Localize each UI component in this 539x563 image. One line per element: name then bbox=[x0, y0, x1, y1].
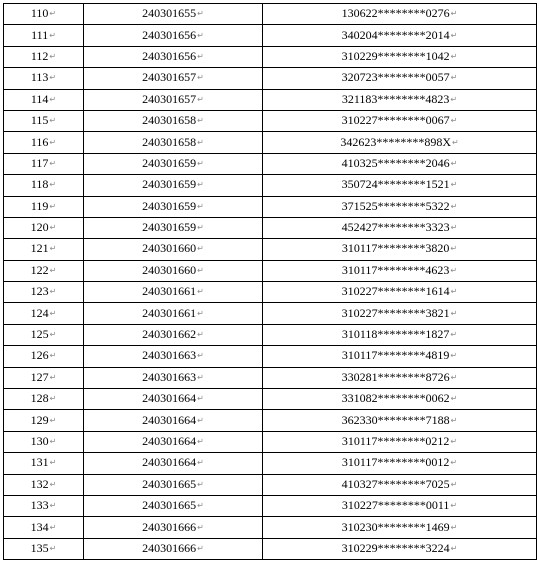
paragraph-mark-icon: ↵ bbox=[450, 94, 458, 104]
id-card-text: 331082********0062 bbox=[341, 391, 450, 406]
record-id-text: 240301657 bbox=[142, 70, 197, 85]
id-card-cell bbox=[263, 132, 537, 153]
table-row bbox=[4, 68, 537, 89]
record-id-text: 240301666 bbox=[142, 519, 197, 534]
row-number-cell bbox=[4, 453, 84, 474]
row-number-text: 110 bbox=[30, 6, 49, 21]
id-card-cell bbox=[263, 4, 537, 25]
row-number-text: 123 bbox=[30, 284, 49, 299]
paragraph-mark-icon: ↵ bbox=[450, 543, 458, 553]
id-card-cell bbox=[263, 453, 537, 474]
paragraph-mark-icon: ↵ bbox=[49, 415, 57, 425]
table-row bbox=[4, 431, 537, 452]
row-number-text: 129 bbox=[30, 412, 49, 427]
paragraph-mark-icon: ↵ bbox=[451, 137, 459, 147]
paragraph-mark-icon: ↵ bbox=[450, 501, 458, 511]
record-id-cell bbox=[84, 110, 263, 131]
paragraph-mark-icon: ↵ bbox=[49, 543, 57, 553]
row-number-cell bbox=[4, 303, 84, 324]
row-number-cell bbox=[4, 495, 84, 516]
table-row bbox=[4, 410, 537, 431]
table-row bbox=[4, 260, 537, 281]
table-row bbox=[4, 239, 537, 260]
record-id-text: 240301658 bbox=[142, 113, 197, 128]
row-number-cell bbox=[4, 410, 84, 431]
paragraph-mark-icon: ↵ bbox=[450, 158, 458, 168]
paragraph-mark-icon: ↵ bbox=[450, 308, 458, 318]
id-card-text: 410325********2046 bbox=[341, 155, 450, 170]
row-number-cell bbox=[4, 389, 84, 410]
table-row bbox=[4, 153, 537, 174]
id-card-text: 310227********1614 bbox=[341, 284, 450, 299]
row-number-cell bbox=[4, 46, 84, 67]
paragraph-mark-icon: ↵ bbox=[450, 180, 458, 190]
table-row bbox=[4, 282, 537, 303]
id-card-text: 310118********1827 bbox=[341, 327, 450, 342]
paragraph-mark-icon: ↵ bbox=[450, 73, 458, 83]
paragraph-mark-icon: ↵ bbox=[197, 308, 204, 318]
record-id-text: 240301662 bbox=[142, 327, 197, 342]
paragraph-mark-icon: ↵ bbox=[49, 137, 57, 147]
record-id-text: 240301664 bbox=[142, 391, 197, 406]
paragraph-mark-icon: ↵ bbox=[49, 30, 56, 40]
paragraph-mark-icon: ↵ bbox=[197, 51, 204, 61]
paragraph-mark-icon: ↵ bbox=[49, 351, 57, 361]
record-id-text: 240301657 bbox=[142, 91, 197, 106]
paragraph-mark-icon: ↵ bbox=[450, 116, 458, 126]
paragraph-mark-icon: ↵ bbox=[450, 9, 458, 19]
row-number-text: 111 bbox=[31, 27, 49, 42]
paragraph-mark-icon: ↵ bbox=[49, 330, 57, 340]
paragraph-mark-icon: ↵ bbox=[49, 265, 57, 275]
record-id-cell bbox=[84, 175, 263, 196]
record-id-text: 240301665 bbox=[142, 498, 197, 513]
row-number-text: 116 bbox=[30, 134, 49, 149]
record-table bbox=[3, 3, 537, 560]
record-id-text: 240301664 bbox=[142, 455, 197, 470]
record-id-text: 240301661 bbox=[142, 305, 197, 320]
id-card-cell bbox=[263, 538, 537, 559]
id-card-cell bbox=[263, 217, 537, 238]
record-id-cell bbox=[84, 538, 263, 559]
id-card-text: 340204********2014 bbox=[341, 27, 450, 42]
paragraph-mark-icon: ↵ bbox=[49, 458, 57, 468]
row-number-cell bbox=[4, 4, 84, 25]
id-card-text: 310117********0012 bbox=[341, 455, 450, 470]
paragraph-mark-icon: ↵ bbox=[450, 201, 458, 211]
paragraph-mark-icon: ↵ bbox=[450, 223, 458, 233]
paragraph-mark-icon: ↵ bbox=[197, 394, 204, 404]
id-card-cell bbox=[263, 110, 537, 131]
paragraph-mark-icon: ↵ bbox=[450, 394, 458, 404]
row-number-cell bbox=[4, 346, 84, 367]
id-card-text: 410327********7025 bbox=[341, 476, 450, 491]
row-number-text: 117 bbox=[30, 155, 49, 170]
record-id-text: 240301659 bbox=[142, 177, 197, 192]
id-card-text: 310229********1042 bbox=[341, 48, 450, 63]
paragraph-mark-icon: ↵ bbox=[197, 501, 204, 511]
record-id-cell bbox=[84, 431, 263, 452]
table-row bbox=[4, 517, 537, 538]
paragraph-mark-icon: ↵ bbox=[49, 116, 57, 126]
record-id-cell bbox=[84, 239, 263, 260]
table-row bbox=[4, 4, 537, 25]
row-number-cell bbox=[4, 175, 84, 196]
table-row bbox=[4, 25, 537, 46]
table-row bbox=[4, 346, 537, 367]
row-number-cell bbox=[4, 431, 84, 452]
row-number-text: 131 bbox=[30, 455, 49, 470]
paragraph-mark-icon: ↵ bbox=[197, 351, 204, 361]
id-card-text: 330281********8726 bbox=[341, 369, 450, 384]
row-number-text: 128 bbox=[30, 391, 49, 406]
id-card-text: 310227********0067 bbox=[341, 113, 450, 128]
row-number-text: 126 bbox=[30, 348, 49, 363]
paragraph-mark-icon: ↵ bbox=[197, 372, 204, 382]
table-body bbox=[4, 4, 537, 560]
paragraph-mark-icon: ↵ bbox=[450, 30, 458, 40]
id-card-text: 310117********0212 bbox=[341, 434, 450, 448]
id-card-cell bbox=[263, 474, 537, 495]
table-row bbox=[4, 132, 537, 153]
row-number-cell bbox=[4, 132, 84, 153]
paragraph-mark-icon: ↵ bbox=[197, 330, 204, 340]
paragraph-mark-icon: ↵ bbox=[450, 522, 458, 532]
record-id-text: 240301659 bbox=[142, 155, 197, 170]
record-id-cell bbox=[84, 324, 263, 345]
paragraph-mark-icon: ↵ bbox=[49, 501, 57, 511]
paragraph-mark-icon: ↵ bbox=[49, 9, 57, 19]
row-number-cell bbox=[4, 282, 84, 303]
id-card-text: 310117********3820 bbox=[341, 241, 450, 256]
paragraph-mark-icon: ↵ bbox=[49, 51, 57, 61]
record-id-cell bbox=[84, 517, 263, 538]
record-id-cell bbox=[84, 389, 263, 410]
record-id-text: 240301661 bbox=[142, 284, 197, 299]
row-number-text: 130 bbox=[30, 434, 49, 448]
id-card-cell bbox=[263, 410, 537, 431]
id-card-text: 310227********3821 bbox=[341, 305, 450, 320]
row-number-cell bbox=[4, 538, 84, 559]
table-row bbox=[4, 196, 537, 217]
paragraph-mark-icon: ↵ bbox=[49, 201, 57, 211]
record-id-cell bbox=[84, 410, 263, 431]
row-number-cell bbox=[4, 474, 84, 495]
row-number-text: 114 bbox=[30, 91, 49, 106]
record-id-text: 240301660 bbox=[142, 241, 197, 256]
id-card-text: 130622********0276 bbox=[341, 6, 450, 21]
paragraph-mark-icon: ↵ bbox=[450, 479, 458, 489]
paragraph-mark-icon: ↵ bbox=[49, 308, 57, 318]
paragraph-mark-icon: ↵ bbox=[49, 94, 57, 104]
paragraph-mark-icon: ↵ bbox=[197, 94, 204, 104]
row-number-text: 127 bbox=[30, 369, 49, 384]
paragraph-mark-icon: ↵ bbox=[450, 244, 458, 254]
id-card-cell bbox=[263, 324, 537, 345]
paragraph-mark-icon: ↵ bbox=[49, 522, 57, 532]
record-id-cell bbox=[84, 346, 263, 367]
paragraph-mark-icon: ↵ bbox=[450, 330, 458, 340]
id-card-text: 320723********0057 bbox=[341, 70, 450, 85]
record-id-text: 240301663 bbox=[142, 369, 197, 384]
id-card-cell bbox=[263, 303, 537, 324]
paragraph-mark-icon: ↵ bbox=[450, 458, 458, 468]
record-id-text: 240301664 bbox=[142, 434, 197, 448]
record-id-cell bbox=[84, 260, 263, 281]
id-card-text: 310117********4623 bbox=[341, 262, 450, 277]
record-id-text: 240301659 bbox=[142, 198, 197, 213]
row-number-text: 113 bbox=[30, 70, 49, 85]
row-number-text: 120 bbox=[30, 220, 49, 235]
table-row bbox=[4, 538, 537, 559]
paragraph-mark-icon: ↵ bbox=[197, 265, 204, 275]
id-card-text: 310227********0011 bbox=[341, 498, 450, 513]
id-card-cell bbox=[263, 153, 537, 174]
row-number-cell bbox=[4, 25, 84, 46]
row-number-cell bbox=[4, 260, 84, 281]
row-number-cell bbox=[4, 89, 84, 110]
paragraph-mark-icon: ↵ bbox=[450, 351, 458, 361]
id-card-text: 362330********7188 bbox=[341, 412, 450, 427]
record-id-text: 240301655 bbox=[142, 6, 197, 21]
id-card-cell bbox=[263, 389, 537, 410]
paragraph-mark-icon: ↵ bbox=[450, 415, 458, 425]
record-id-cell bbox=[84, 196, 263, 217]
record-id-text: 240301665 bbox=[142, 476, 197, 491]
record-id-cell bbox=[84, 495, 263, 516]
row-number-cell bbox=[4, 153, 84, 174]
paragraph-mark-icon: ↵ bbox=[49, 437, 57, 446]
id-card-cell bbox=[263, 431, 537, 452]
id-card-cell bbox=[263, 175, 537, 196]
row-number-cell bbox=[4, 217, 84, 238]
table-row bbox=[4, 474, 537, 495]
row-number-cell bbox=[4, 239, 84, 260]
paragraph-mark-icon: ↵ bbox=[49, 158, 57, 168]
paragraph-mark-icon: ↵ bbox=[197, 437, 204, 446]
id-card-text: 350724********1521 bbox=[341, 177, 450, 192]
row-number-text: 121 bbox=[30, 241, 49, 256]
paragraph-mark-icon: ↵ bbox=[197, 30, 204, 40]
record-id-cell bbox=[84, 46, 263, 67]
paragraph-mark-icon: ↵ bbox=[197, 479, 204, 489]
paragraph-mark-icon: ↵ bbox=[197, 244, 204, 254]
paragraph-mark-icon: ↵ bbox=[197, 201, 204, 211]
paragraph-mark-icon: ↵ bbox=[197, 415, 204, 425]
id-card-cell bbox=[263, 25, 537, 46]
row-number-text: 125 bbox=[30, 327, 49, 342]
row-number-cell bbox=[4, 196, 84, 217]
record-id-text: 240301663 bbox=[142, 348, 197, 363]
paragraph-mark-icon: ↵ bbox=[197, 287, 204, 297]
record-id-cell bbox=[84, 303, 263, 324]
paragraph-mark-icon: ↵ bbox=[197, 543, 204, 553]
id-card-cell bbox=[263, 367, 537, 388]
id-card-cell bbox=[263, 196, 537, 217]
record-id-cell bbox=[84, 132, 263, 153]
table-row bbox=[4, 453, 537, 474]
id-card-text: 452427********3323 bbox=[341, 220, 450, 235]
record-id-cell bbox=[84, 25, 263, 46]
row-number-cell bbox=[4, 68, 84, 89]
id-card-cell bbox=[263, 68, 537, 89]
id-card-cell bbox=[263, 495, 537, 516]
record-id-cell bbox=[84, 474, 263, 495]
paragraph-mark-icon: ↵ bbox=[49, 394, 57, 404]
paragraph-mark-icon: ↵ bbox=[197, 158, 204, 168]
table-row bbox=[4, 89, 537, 110]
table-row bbox=[4, 324, 537, 345]
paragraph-mark-icon: ↵ bbox=[197, 522, 204, 532]
paragraph-mark-icon: ↵ bbox=[197, 9, 204, 19]
id-card-cell bbox=[263, 517, 537, 538]
id-card-text: 371525********5322 bbox=[341, 198, 450, 213]
paragraph-mark-icon: ↵ bbox=[49, 372, 57, 382]
record-id-text: 240301664 bbox=[142, 412, 197, 427]
table-row bbox=[4, 389, 537, 410]
table-row bbox=[4, 175, 537, 196]
table-row bbox=[4, 46, 537, 67]
row-number-cell bbox=[4, 324, 84, 345]
row-number-text: 132 bbox=[30, 476, 49, 491]
table-row bbox=[4, 110, 537, 131]
id-card-cell bbox=[263, 282, 537, 303]
row-number-cell bbox=[4, 110, 84, 131]
table-row bbox=[4, 495, 537, 516]
row-number-text: 133 bbox=[30, 498, 49, 513]
record-id-cell bbox=[84, 89, 263, 110]
row-number-cell bbox=[4, 517, 84, 538]
row-number-text: 115 bbox=[30, 113, 49, 128]
id-card-cell bbox=[263, 260, 537, 281]
paragraph-mark-icon: ↵ bbox=[450, 372, 458, 382]
paragraph-mark-icon: ↵ bbox=[49, 73, 57, 83]
table-row bbox=[4, 303, 537, 324]
id-card-text: 310117********4819 bbox=[341, 348, 450, 363]
row-number-text: 119 bbox=[30, 198, 49, 213]
row-number-text: 112 bbox=[30, 48, 49, 63]
paragraph-mark-icon: ↵ bbox=[49, 287, 57, 297]
row-number-text: 134 bbox=[30, 519, 49, 534]
row-number-text: 118 bbox=[30, 177, 49, 192]
record-id-cell bbox=[84, 217, 263, 238]
record-id-cell bbox=[84, 4, 263, 25]
id-card-text: 342623********898X bbox=[340, 134, 451, 149]
row-number-text: 122 bbox=[30, 262, 49, 277]
id-card-cell bbox=[263, 239, 537, 260]
record-id-text: 240301659 bbox=[142, 220, 197, 235]
paragraph-mark-icon: ↵ bbox=[197, 73, 204, 83]
paragraph-mark-icon: ↵ bbox=[197, 180, 204, 190]
record-id-cell bbox=[84, 367, 263, 388]
paragraph-mark-icon: ↵ bbox=[450, 265, 458, 275]
row-number-text: 135 bbox=[30, 540, 49, 555]
id-card-text: 310229********3224 bbox=[341, 540, 450, 555]
record-id-text: 240301656 bbox=[142, 48, 197, 63]
record-id-text: 240301658 bbox=[142, 134, 197, 149]
record-id-cell bbox=[84, 282, 263, 303]
table-row bbox=[4, 367, 537, 388]
id-card-text: 321183********4823 bbox=[341, 91, 450, 106]
id-card-cell bbox=[263, 89, 537, 110]
paragraph-mark-icon: ↵ bbox=[49, 244, 57, 254]
record-id-text: 240301666 bbox=[142, 540, 197, 555]
paragraph-mark-icon: ↵ bbox=[450, 287, 458, 297]
id-card-cell bbox=[263, 46, 537, 67]
record-id-cell bbox=[84, 68, 263, 89]
row-number-cell bbox=[4, 367, 84, 388]
id-card-cell bbox=[263, 346, 537, 367]
record-id-text: 240301656 bbox=[142, 27, 197, 42]
table-row bbox=[4, 217, 537, 238]
paragraph-mark-icon: ↵ bbox=[49, 479, 57, 489]
record-id-cell bbox=[84, 153, 263, 174]
row-number-text: 124 bbox=[30, 305, 49, 320]
record-id-text: 240301660 bbox=[142, 262, 197, 277]
id-card-text: 310230********1469 bbox=[341, 519, 450, 534]
paragraph-mark-icon: ↵ bbox=[450, 51, 458, 61]
paragraph-mark-icon: ↵ bbox=[197, 137, 204, 147]
paragraph-mark-icon: ↵ bbox=[197, 116, 204, 126]
paragraph-mark-icon: ↵ bbox=[450, 437, 458, 446]
record-id-cell bbox=[84, 453, 263, 474]
paragraph-mark-icon: ↵ bbox=[197, 223, 204, 233]
paragraph-mark-icon: ↵ bbox=[49, 180, 57, 190]
paragraph-mark-icon: ↵ bbox=[49, 223, 57, 233]
paragraph-mark-icon: ↵ bbox=[197, 458, 204, 468]
